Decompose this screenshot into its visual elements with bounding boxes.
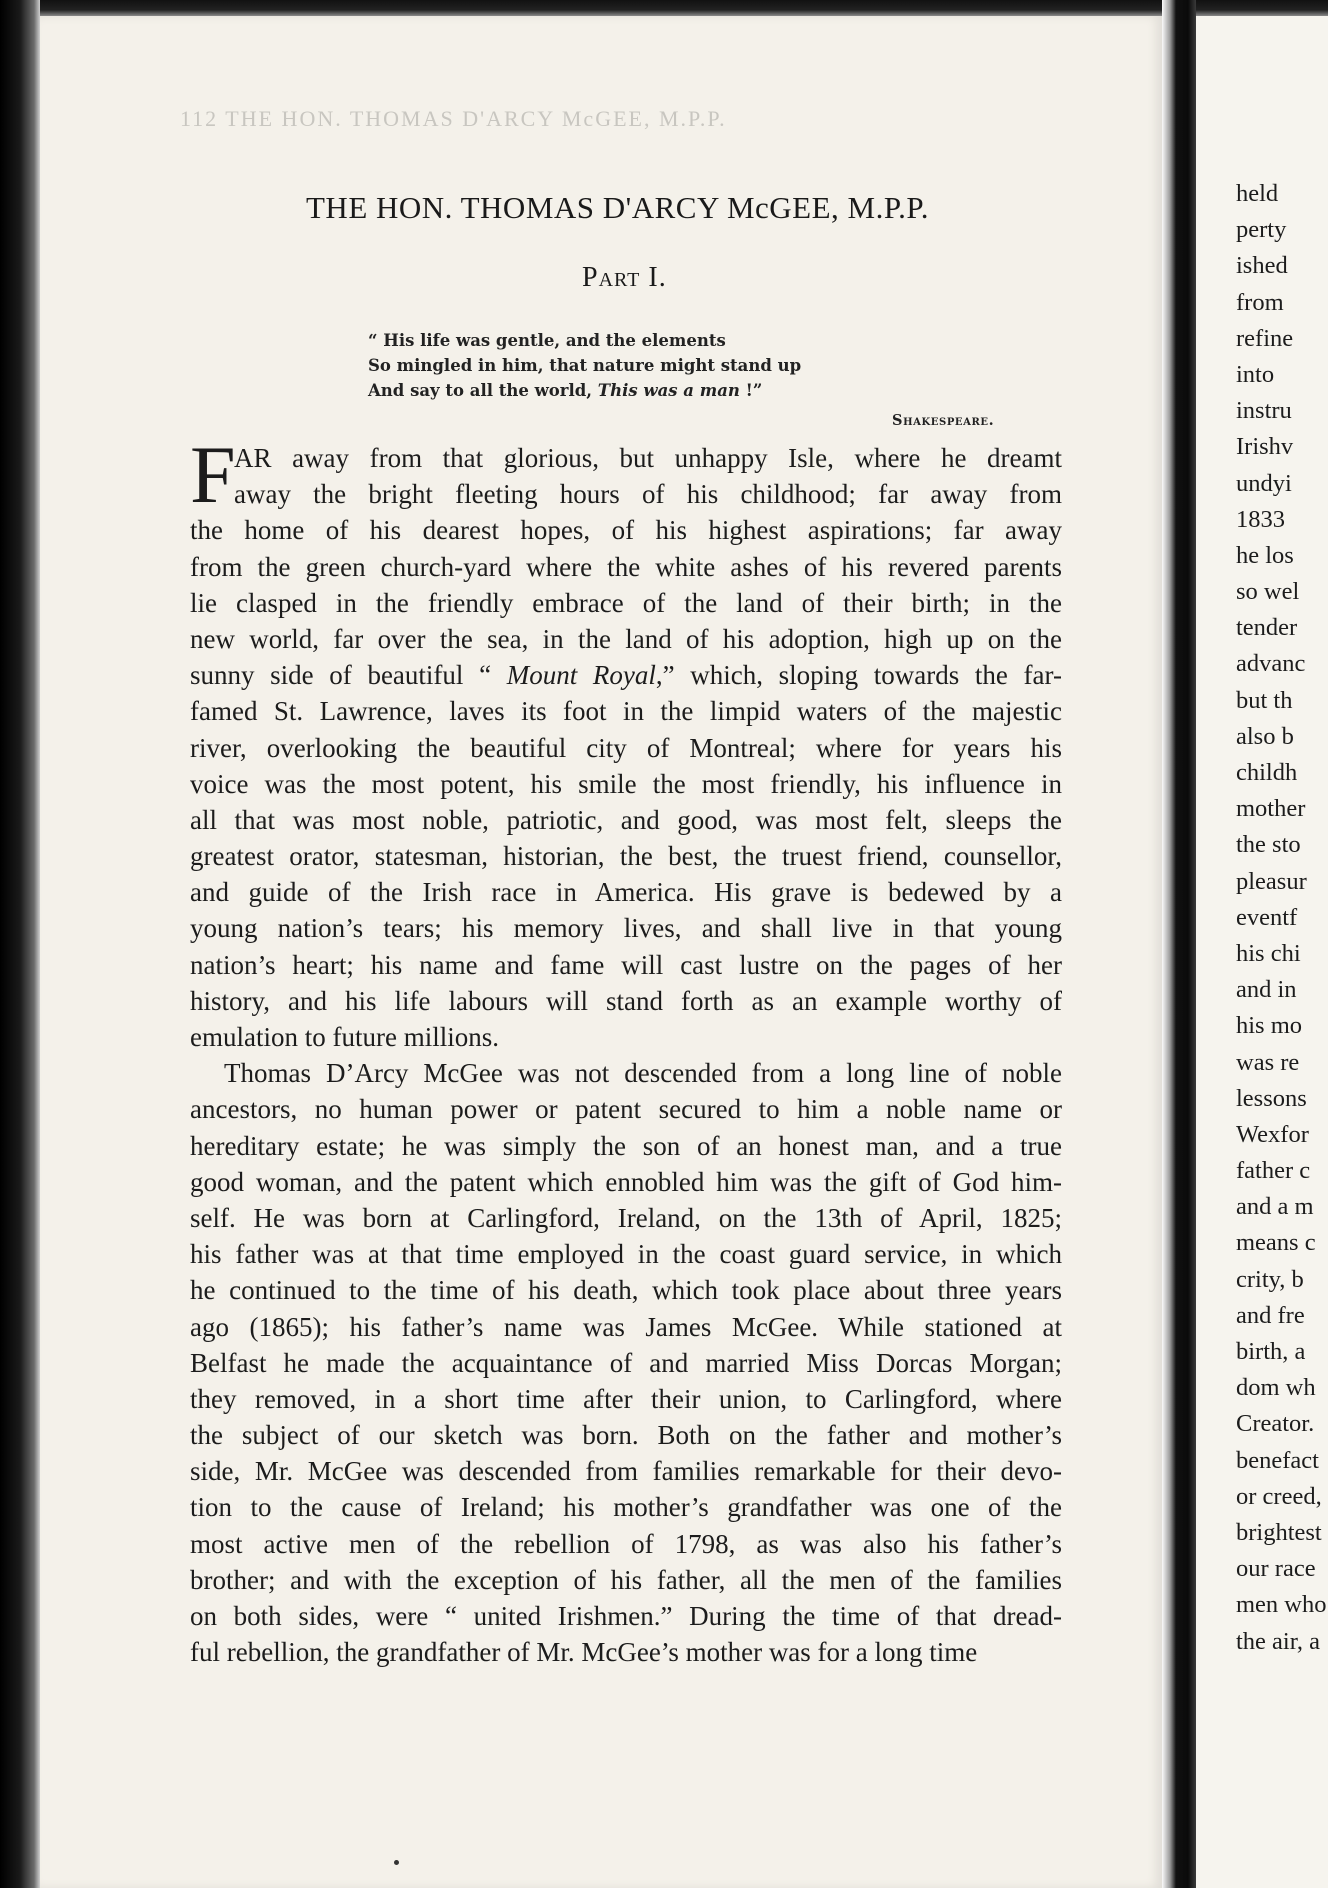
body-line: nation’s heart; his name and fame will cast lustre on the pages of her [190, 949, 1062, 980]
right-page-line: eventf [1236, 903, 1298, 931]
page-title: THE HON. THOMAS D'ARCY McGEE, M.P.P. [306, 190, 929, 225]
right-page-line: from [1236, 288, 1284, 316]
right-page-line: men who [1236, 1591, 1327, 1619]
right-page-line: our race [1236, 1555, 1316, 1583]
right-page-line: the sto [1236, 831, 1301, 859]
body-line: they removed, in a short time after their union, to Carlingford, where [190, 1383, 1062, 1414]
epigraph-attribution: Shakespeare. [892, 412, 995, 429]
right-page-line: benefact [1236, 1446, 1319, 1474]
right-page-line: Wexfor [1236, 1120, 1309, 1148]
body-line: sunny side of beautiful “ Mount Royal,” which, sloping towards the far- [190, 660, 1062, 691]
right-page-line: advanc [1236, 650, 1306, 678]
right-page-line: mother [1236, 795, 1306, 823]
body-line: the home of his dearest hopes, of his highest aspirations; far away [190, 515, 1062, 546]
right-page-line: dom wh [1236, 1374, 1316, 1402]
body-line: on both sides, were “ united Irishmen.” During the time of that dread- [190, 1601, 1062, 1631]
right-page-line: crity, b [1236, 1265, 1304, 1293]
right-page-line: into [1236, 360, 1275, 388]
body-line: from the green church-yard where the white ashes of his revered parents [190, 551, 1062, 582]
epigraph [368, 328, 801, 403]
epigraph-line: And say to all the world, This was a man !” [368, 381, 763, 400]
body-line: his father was at that time employed in the coast guard service, in which [190, 1239, 1062, 1270]
right-page-text [1236, 176, 1327, 1660]
body-line: voice was the most potent, his smile the most friendly, his influence in [190, 768, 1062, 799]
body-line: brother; and with the exception of his father, all the men of the families [190, 1564, 1062, 1595]
right-page-line: perty [1236, 216, 1287, 244]
body-line: new world, far over the sea, in the land of his adoption, high up on the [190, 623, 1062, 654]
epigraph-line: So mingled in him, that nature might stand up [368, 356, 802, 375]
right-page-line: and a m [1236, 1193, 1314, 1221]
right-page-line: Creator. [1236, 1410, 1315, 1438]
right-page-line: so wel [1236, 578, 1300, 606]
body-line: good woman, and the patent which ennobled him was the gift of God him- [190, 1166, 1062, 1197]
right-page-line: refine [1236, 324, 1294, 352]
right-page-line: lessons [1236, 1084, 1307, 1112]
right-page-line: ished [1236, 252, 1288, 280]
right-page-line: also b [1236, 722, 1294, 750]
right-page-line: instru [1236, 397, 1292, 425]
body-line: Thomas D’Arcy McGee was not descended from a long line of noble [224, 1058, 1062, 1089]
body-line: ancestors, no human power or patent secured to him a noble name or [190, 1094, 1062, 1125]
right-page-line: Irishv [1236, 433, 1294, 461]
right-page-line: his mo [1236, 1012, 1303, 1040]
right-page-line: his chi [1236, 939, 1301, 967]
right-page-line: brightest [1236, 1518, 1322, 1546]
right-page-line: means c [1236, 1229, 1316, 1257]
body-line: river, overlooking the beautiful city of Montreal; where for years his [190, 732, 1062, 763]
right-page-line: tender [1236, 614, 1298, 642]
right-page-line: was re [1236, 1048, 1300, 1076]
right-page-line: father c [1236, 1157, 1311, 1185]
speck [394, 1860, 399, 1865]
book-spine [1162, 0, 1196, 1888]
body-line: most active men of the rebellion of 1798, as was also his father’s [190, 1528, 1062, 1559]
right-page-line: or creed, [1236, 1482, 1322, 1510]
body-line: hereditary estate; he was simply the son of an honest man, and a true [190, 1130, 1062, 1161]
body-line: he continued to the time of his death, which took place about three years [190, 1275, 1062, 1306]
body-line: the subject of our sketch was born. Both on the father and mother’s [190, 1420, 1062, 1451]
body-line: Belfast he made the acquaintance of and married Miss Dorcas Morgan; [190, 1347, 1062, 1378]
right-page-line: and fre [1236, 1301, 1305, 1329]
right-page-line: he los [1236, 541, 1294, 569]
right-page-line: undyi [1236, 469, 1292, 497]
body-line: history, and his life labours will stand forth as an example worthy of [190, 985, 1062, 1016]
epigraph-line: “ His life was gentle, and the elements [368, 331, 726, 350]
scan-left-gutter [0, 0, 40, 1888]
part-heading: Part I. [582, 262, 667, 293]
right-page-line: pleasur [1236, 867, 1307, 895]
body-line: greatest orator, statesman, historian, the best, the truest friend, counsellor, [190, 841, 1062, 872]
body-line: emulation to future millions. [190, 1022, 499, 1052]
body-text [190, 440, 1062, 1670]
right-page-line: the air, a [1236, 1627, 1321, 1655]
right-page-line: held [1236, 180, 1279, 207]
body-line: side, Mr. McGee was descended from families remarkable for their devo- [190, 1456, 1062, 1487]
italic-mount-royal: Mount Royal [506, 660, 656, 691]
drop-cap: F [190, 429, 236, 520]
body-line: self. He was born at Carlingford, Ireland, on the 13th of April, 1825; [190, 1202, 1062, 1233]
body-line: tion to the cause of Ireland; his mother’s grandfather was one of the [190, 1492, 1062, 1523]
body-line: ago (1865); his father’s name was James McGee. While stationed at [190, 1311, 1062, 1342]
right-page-line: but th [1236, 686, 1293, 714]
body-line: away the bright fleeting hours of his childhood; far away from [234, 479, 1062, 510]
scan-top-edge [0, 0, 1328, 16]
right-page-line: and in [1236, 976, 1297, 1004]
body-line: ful rebellion, the grandfather of Mr. McGee’s mother was for a long time [190, 1637, 978, 1668]
right-page-line: 1833 [1236, 505, 1285, 533]
body-line: all that was most noble, patriotic, and good, was most felt, sleeps the [190, 804, 1062, 835]
body-line: young nation’s tears; his memory lives, and shall live in that young [190, 913, 1062, 944]
body-line: and guide of the Irish race in America. His grave is bedewed by a [190, 877, 1062, 908]
body-line: AR away from that glorious, but unhappy Isle, where he dreamt [234, 443, 1062, 473]
body-line: lie clasped in the friendly embrace of the land of their birth; in the [190, 587, 1062, 618]
right-page-line: birth, a [1236, 1338, 1306, 1365]
bleed-through-header: 112 THE HON. THOMAS D'ARCY McGEE, M.P.P. [180, 106, 727, 131]
body-line: famed St. Lawrence, laves its foot in the limpid waters of the majestic [190, 696, 1062, 727]
right-page-line: childh [1236, 759, 1298, 786]
epigraph-emphasis: This was a man [597, 381, 740, 400]
